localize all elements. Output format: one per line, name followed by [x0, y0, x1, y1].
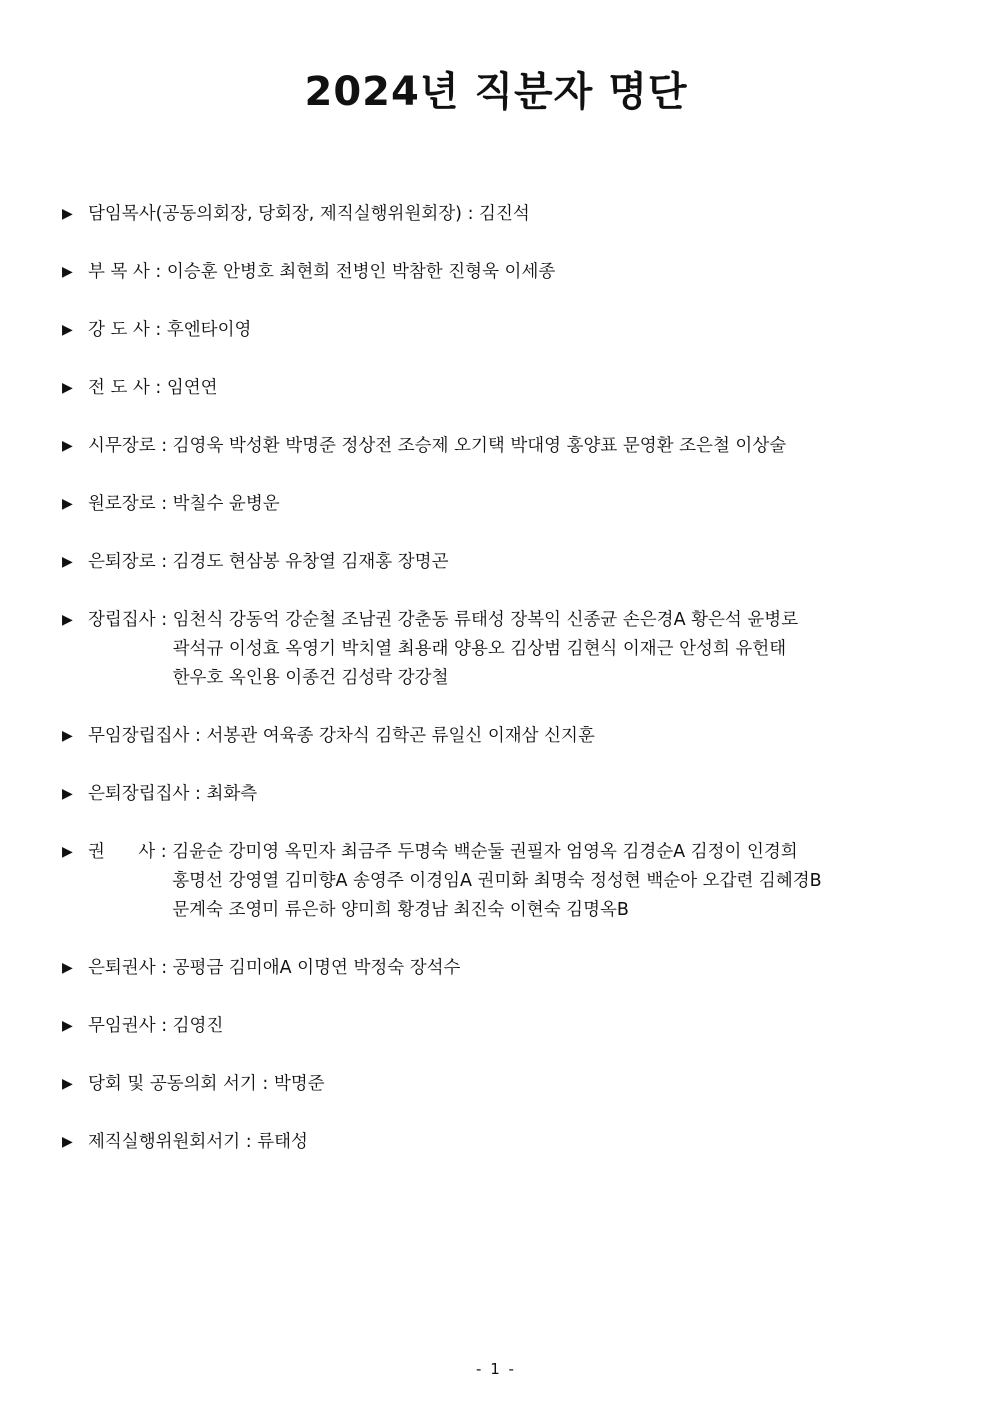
entry-names-line: 이승훈 안병호 최현희 전병인 박참한 진형욱 이세종 — [166, 262, 556, 282]
list-item — [62, 374, 942, 403]
entry-names — [206, 722, 942, 751]
entry-separator: : — [189, 726, 207, 746]
entry-names-line: 박칠수 윤병운 — [172, 494, 280, 514]
entry-names — [167, 374, 942, 403]
entry-separator: : — [155, 610, 173, 630]
bullet-icon: ▶ — [62, 612, 73, 628]
entry-names — [173, 1012, 942, 1041]
entry-label: 원로장로 — [88, 494, 156, 514]
entry-separator: : — [240, 1132, 258, 1152]
list-item — [62, 316, 942, 345]
entry-separator: : — [155, 958, 173, 978]
entry-label: 은퇴권사 — [88, 958, 156, 978]
list-item — [62, 780, 942, 809]
entry-names-line: 김영진 — [172, 1016, 224, 1036]
bullet-icon: ▶ — [62, 554, 73, 570]
entry-label: 무임권사 — [88, 1016, 156, 1036]
entry-names-line: 한우호 옥인용 이종건 김성락 강강철 — [172, 668, 449, 688]
entry-separator: : — [155, 552, 173, 572]
list-item — [62, 954, 942, 983]
entry-names-line: 곽석규 이성효 옥영기 박치열 최용래 양용오 김상범 김현식 이재근 안성희 유헌태 — [172, 639, 787, 659]
entry-names — [173, 432, 942, 461]
bullet-icon: ▶ — [62, 496, 73, 512]
entry-separator: : — [155, 1016, 173, 1036]
entry-label: 제직실행위원회서기 — [88, 1132, 241, 1152]
entry-separator: : — [149, 262, 167, 282]
list-item — [62, 722, 942, 751]
entry-names — [173, 606, 942, 693]
entry-label: 권 사 — [88, 842, 156, 862]
entry-names — [274, 1070, 942, 1099]
entry-label: 전 도 사 — [88, 378, 150, 398]
list-item — [62, 490, 942, 519]
entry-separator: : — [256, 1074, 274, 1094]
list-item — [62, 1070, 942, 1099]
entry-separator: : — [149, 320, 167, 340]
list-item — [62, 1128, 942, 1157]
entry-label: 은퇴장립집사 — [88, 784, 190, 804]
entry-names-line: 홍명선 강영열 김미향A 송영주 이경임A 권미화 최명숙 정성현 백순아 오갑련 김혜경B — [172, 871, 822, 891]
entry-names-line: 김윤순 강미영 옥민자 최금주 두명숙 백순둘 권필자 엄영옥 김경순A 김정이 인경희 — [172, 842, 798, 862]
entry-names-line: 김진석 — [479, 204, 530, 224]
entry-separator: : — [155, 436, 173, 456]
entry-list — [62, 200, 942, 1186]
entry-label: 강 도 사 — [88, 320, 150, 340]
bullet-icon: ▶ — [62, 322, 73, 338]
entry-label: 시무장로 — [88, 436, 156, 456]
entry-label: 은퇴장로 — [88, 552, 156, 572]
bullet-icon: ▶ — [62, 960, 73, 976]
entry-names — [167, 258, 942, 287]
entry-names — [167, 316, 942, 345]
list-item — [62, 838, 942, 925]
bullet-icon: ▶ — [62, 1134, 73, 1150]
bullet-icon: ▶ — [62, 844, 73, 860]
entry-label: 무임장립집사 — [88, 726, 190, 746]
entry-label: 당회 및 공동의회 서기 — [88, 1074, 257, 1094]
entry-names — [479, 200, 942, 229]
bullet-icon: ▶ — [62, 786, 73, 802]
entry-names — [206, 780, 942, 809]
entry-separator: : — [155, 494, 173, 514]
bullet-icon: ▶ — [62, 1018, 73, 1034]
bullet-icon: ▶ — [62, 264, 73, 280]
entry-names-line: 류태성 — [257, 1132, 308, 1152]
entry-separator: : — [149, 378, 167, 398]
entry-names-line: 문계숙 조영미 류은하 양미희 황경남 최진숙 이현숙 김명옥B — [172, 900, 629, 920]
entry-names — [173, 954, 942, 983]
entry-separator: : — [462, 204, 480, 224]
entry-label: 담임목사(공동의회장, 당회장, 제직실행위원회장) — [88, 204, 463, 224]
entry-names-line: 서봉관 여육종 강차식 김학곤 류일신 이재삼 신지훈 — [206, 726, 595, 746]
entry-names-line: 박명준 — [273, 1074, 325, 1094]
bullet-icon: ▶ — [62, 206, 73, 222]
entry-names — [172, 838, 942, 925]
entry-names — [173, 548, 942, 577]
entry-names-line: 김경도 현삼봉 유창열 김재홍 장명곤 — [172, 552, 449, 572]
entry-names — [257, 1128, 942, 1157]
list-item — [62, 1012, 942, 1041]
bullet-icon: ▶ — [62, 380, 73, 396]
entry-label: 장립집사 — [88, 610, 156, 630]
entry-names-line: 임천식 강동억 강순철 조남권 강춘동 류태성 장복익 신종균 손은경A 황은석 윤병로 — [172, 610, 799, 630]
list-item — [62, 548, 942, 577]
bullet-icon: ▶ — [62, 728, 73, 744]
list-item — [62, 432, 942, 461]
bullet-icon: ▶ — [62, 438, 73, 454]
entry-separator: : — [155, 842, 173, 862]
page-number: - 1 - — [476, 1360, 516, 1378]
entry-names — [173, 490, 942, 519]
entry-names-line: 최화측 — [206, 784, 258, 804]
entry-names-line: 임연연 — [166, 378, 218, 398]
bullet-icon: ▶ — [62, 1076, 73, 1092]
list-item — [62, 258, 942, 287]
page-title: 2024년 직분자 명단 — [304, 69, 688, 115]
entry-names-line: 공평금 김미애A 이명연 박정숙 장석수 — [172, 958, 461, 978]
list-item — [62, 200, 942, 229]
list-item — [62, 606, 942, 693]
entry-separator: : — [189, 784, 207, 804]
entry-names-line: 후엔타이영 — [166, 320, 252, 340]
entry-names-line: 김영욱 박성환 박명준 정상전 조승제 오기택 박대영 홍양표 문영환 조은철 이상술 — [172, 436, 787, 456]
entry-label: 부 목 사 — [88, 262, 150, 282]
